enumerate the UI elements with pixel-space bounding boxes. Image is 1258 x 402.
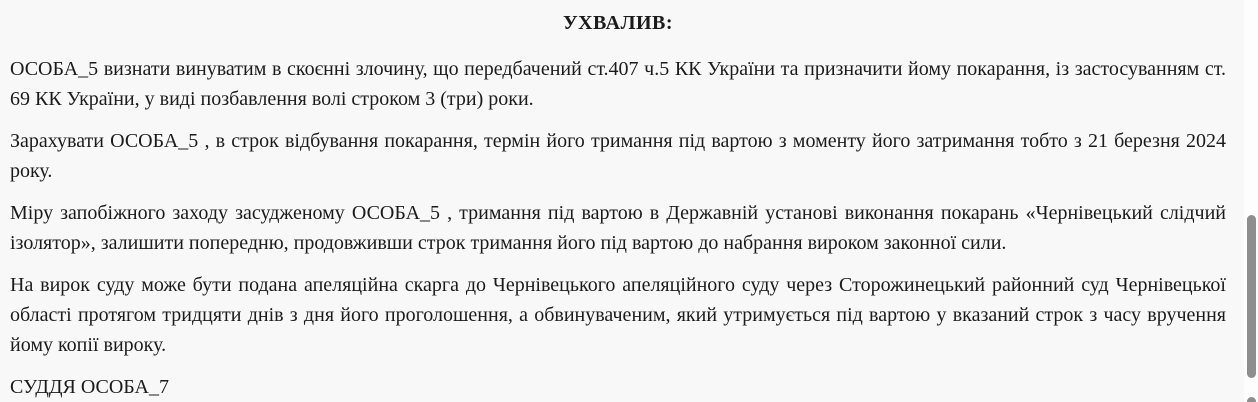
judge-signature: СУДДЯ ОСОБА_7 <box>10 376 169 398</box>
verdict-paragraph-4: На вирок суду може бути подана апеляційна скарга до Чернівецького апеляційного суду через Сторожинецький районний суд Чернівецької області протягом тридцяти днів з дня його проголошення, а обвинуваченим, який утримується під вартою у вказаний строк з часу вручення йому копії вироку. <box>10 274 1226 356</box>
scrollbar-thumb[interactable] <box>1247 215 1256 378</box>
section-title: УХВАЛИВ: <box>562 12 674 34</box>
vertical-scrollbar[interactable] <box>1244 0 1258 402</box>
verdict-paragraph-3: Міру запобіжного заходу засудженому ОСОБА_5 , тримання під вартою в Державній установі виконання покарань «Чернівецький слідчий ізолятор», залишити попередню, продовживши строк тримання його під вартою до набрання вироком законної сили. <box>10 202 1226 254</box>
verdict-paragraph-2: Зарахувати ОСОБА_5 , в строк відбування покарання, термін його тримання під вартою з моменту його затримання тобто з 21 березня 2024 року. <box>10 130 1226 182</box>
scrollbar-thumb-fragment[interactable] <box>1247 397 1256 402</box>
verdict-paragraph-1: ОСОБА_5 визнати винуватим в скоєнні злочину, що передбачений ст.407 ч.5 КК України та призначити йому покарання, із застосуванням ст. 69 КК України, у виді позбавлення волі строком 3 (три) роки. <box>10 58 1226 110</box>
